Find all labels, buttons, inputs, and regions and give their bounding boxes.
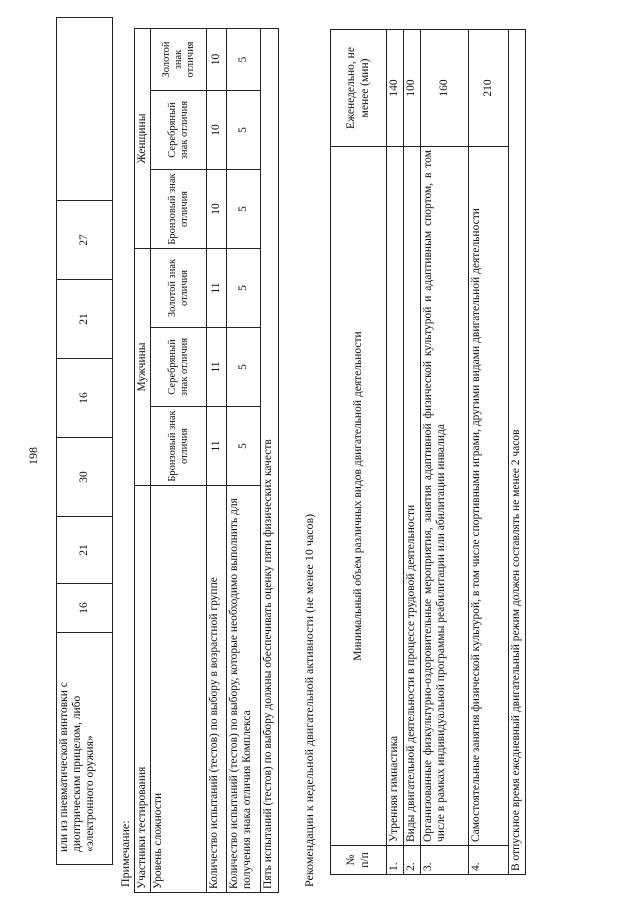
cell-value: 5 bbox=[227, 170, 261, 249]
row-num: 4. bbox=[469, 846, 509, 875]
table-row bbox=[261, 29, 279, 893]
women-header: Женщины bbox=[135, 29, 151, 249]
cell-value: 5 bbox=[227, 407, 261, 486]
col-num-header: № п/п bbox=[331, 846, 387, 875]
top-table-value: 16 bbox=[57, 584, 113, 633]
row-num: 2. bbox=[404, 846, 421, 875]
row-value: 210 bbox=[469, 30, 509, 147]
row-value: 100 bbox=[404, 30, 421, 147]
cell-value: 5 bbox=[227, 328, 261, 407]
row-desc: Самостоятельные занятия физической культурой, в том числе спортивными играми, другими видами двигательной деятельности bbox=[469, 147, 509, 846]
table-row bbox=[207, 29, 227, 893]
badge-header: Серебряный знак отличия bbox=[151, 91, 207, 170]
row-label: Количество испытаний (тестов) по выбору в возрастной группе bbox=[207, 486, 227, 893]
col-weekly-header: Еженедельно, не менее (мин) bbox=[331, 30, 387, 147]
activity-table bbox=[330, 29, 526, 875]
cell-value: 11 bbox=[207, 328, 227, 407]
top-table-value: 21 bbox=[57, 280, 113, 359]
badge-header: Серебряный знак отличия bbox=[151, 328, 207, 407]
cell-value: 5 bbox=[227, 91, 261, 170]
table-row bbox=[151, 29, 207, 893]
cell-value: 11 bbox=[207, 407, 227, 486]
note-footer: Пять испытаний (тестов) по выбору должны обеспечивать оценку пяти физических качеств bbox=[261, 29, 279, 893]
badge-header: Бронзовый знак отличия bbox=[151, 170, 207, 249]
top-table-empty bbox=[57, 18, 113, 201]
cell-value: 5 bbox=[227, 249, 261, 328]
table-row bbox=[331, 30, 387, 875]
badge-header: Бронзовый знак отличия bbox=[151, 407, 207, 486]
recommendation-title: Рекомендации к недельной двигательной активности (не менее 10 часов) bbox=[302, 513, 316, 887]
row-value: 160 bbox=[421, 30, 469, 147]
row-desc: Утренняя гимнастика bbox=[387, 147, 404, 846]
table-row bbox=[404, 30, 421, 875]
top-table-value: 30 bbox=[57, 438, 113, 517]
row-desc: Организованные физкультурно-оздоровительные мероприятия, занятия адаптивной физической культурой и адаптивным спортом, в том числе в рамках индивидуальной программы реабилитации или абилитации инвалида bbox=[421, 147, 469, 846]
row-label: Количество испытаний (тестов) по выбору, которые необходимо выполнить для получения знака отличия Комплекса bbox=[227, 486, 261, 893]
table-row bbox=[135, 29, 151, 893]
table-row bbox=[387, 30, 404, 875]
note-table bbox=[134, 28, 279, 893]
cell-value: 11 bbox=[207, 249, 227, 328]
badge-header: Золотой знак отличия bbox=[151, 249, 207, 328]
table-row bbox=[509, 30, 526, 875]
cell-value: 10 bbox=[207, 170, 227, 249]
top-table bbox=[56, 17, 113, 865]
table-row bbox=[469, 30, 509, 875]
cell-value: 10 bbox=[207, 91, 227, 170]
row-desc: Виды двигательной деятельности в процессе трудовой деятельности bbox=[404, 147, 421, 846]
table-row bbox=[421, 30, 469, 875]
row-value: 140 bbox=[387, 30, 404, 147]
top-table-value: 16 bbox=[57, 359, 113, 438]
table-row bbox=[57, 18, 113, 865]
note-label: Примечание: bbox=[118, 820, 132, 887]
col-desc-header: Минимальный объем различных видов двигательной деятельности bbox=[331, 147, 387, 846]
participants-header: Участники тестирования bbox=[135, 486, 151, 893]
cell-value: 5 bbox=[227, 29, 261, 91]
cell-value: 10 bbox=[207, 29, 227, 91]
top-table-value: 21 bbox=[57, 517, 113, 584]
men-header: Мужчины bbox=[135, 249, 151, 486]
row-num: 3. bbox=[421, 846, 469, 875]
level-header: Уровень сложности bbox=[151, 486, 207, 893]
badge-header: Золотой знак отличия bbox=[151, 29, 207, 91]
activity-footer: В отпускное время ежедневный двигательный режим должен составлять не менее 2 часов bbox=[509, 30, 526, 875]
table-row bbox=[227, 29, 261, 893]
top-table-value: 27 bbox=[57, 201, 113, 280]
page-number: 198 bbox=[26, 447, 40, 465]
row-num: 1. bbox=[387, 846, 404, 875]
top-table-label: или из пневматической винтовки с диоптрическим прицелом, либо «электронного оружия» bbox=[57, 633, 113, 865]
